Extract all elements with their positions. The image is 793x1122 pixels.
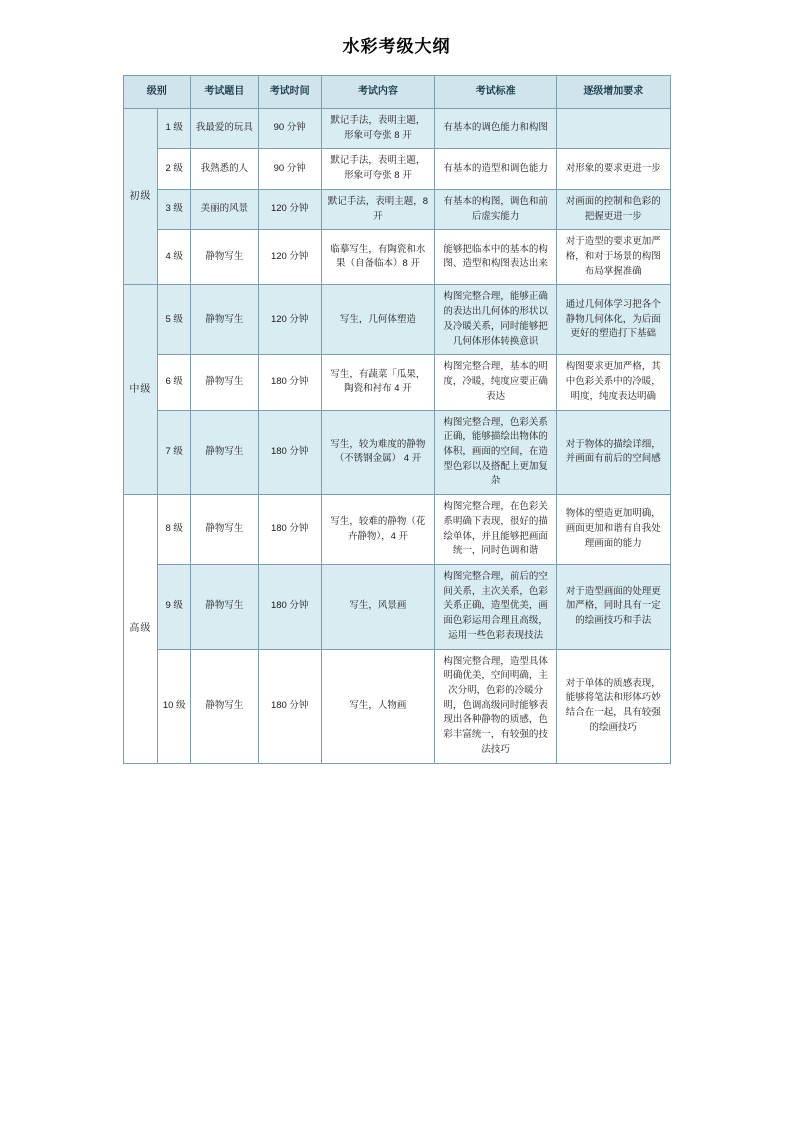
level-cell: 5 级: [158, 285, 191, 355]
subject-cell: 静物写生: [191, 495, 259, 565]
table-row: [123, 149, 670, 189]
extra-cell: [557, 109, 670, 149]
standard-cell: 构图完整合理，在色彩关系明确下表现，很好的描绘单体，并且能够把画面统一，同时色调和谐: [435, 495, 557, 565]
content-cell: 默记手法，表明主题，形象可夸张 8 开: [321, 149, 434, 189]
level-cell: 4 级: [158, 230, 191, 285]
time-cell: 120 分钟: [258, 285, 321, 355]
table-header: [123, 76, 670, 109]
table-row: [123, 355, 670, 410]
grading-outline-table: [123, 75, 671, 764]
table-row: [123, 189, 670, 229]
category-cell-primary: 初级: [123, 109, 158, 285]
standard-cell: 有基本的调色能力和构图: [435, 109, 557, 149]
extra-cell: 构图要求更加严格，其中色彩关系中的冷暖，明度，纯度表达明确: [557, 355, 670, 410]
subject-cell: 静物写生: [191, 649, 259, 763]
outline-table-container: [123, 75, 671, 764]
level-cell: 1 级: [158, 109, 191, 149]
standard-cell: 构图完整合理，前后的空间关系，主次关系，色彩关系正确，造型优美，画面色彩运用合理且高级，运用一些色彩表现技法: [435, 564, 557, 649]
content-cell: 写生，有蔬菜「瓜果，陶瓷和衬布 4 开: [321, 355, 434, 410]
content-cell: 默记手法，表明主题，8 开: [321, 189, 434, 229]
content-cell: 写生，几何体塑造: [321, 285, 434, 355]
time-cell: 180 分钟: [258, 355, 321, 410]
time-cell: 180 分钟: [258, 564, 321, 649]
column-header-level: 级别: [123, 76, 191, 109]
time-cell: 120 分钟: [258, 230, 321, 285]
level-cell: 10 级: [158, 649, 191, 763]
column-header-time: 考试时间: [258, 76, 321, 109]
content-cell: 写生，较为难度的静物（不锈钢金属） 4 开: [321, 410, 434, 495]
level-cell: 9 级: [158, 564, 191, 649]
subject-cell: 我熟悉的人: [191, 149, 259, 189]
extra-cell: 对于单体的质感表现，能够将笔法和形体巧妙结合在一起，具有较强的绘画技巧: [557, 649, 670, 763]
table-row: [123, 109, 670, 149]
extra-cell: 对于物体的描绘详细，并画面有前后的空间感: [557, 410, 670, 495]
subject-cell: 静物写生: [191, 564, 259, 649]
table-body: [123, 109, 670, 764]
table-row: [123, 495, 670, 565]
table-row: [123, 285, 670, 355]
category-cell-intermediate: 中级: [123, 285, 158, 495]
extra-cell: 对画面的控制和色彩的把握更进一步: [557, 189, 670, 229]
time-cell: 120 分钟: [258, 189, 321, 229]
time-cell: 180 分钟: [258, 410, 321, 495]
extra-cell: 通过几何体学习把各个静物几何体化，为后面更好的塑造打下基础: [557, 285, 670, 355]
level-cell: 7 级: [158, 410, 191, 495]
extra-cell: 对于造型的要求更加严格，和对于场景的构图布局掌握准确: [557, 230, 670, 285]
time-cell: 90 分钟: [258, 149, 321, 189]
column-header-content: 考试内容: [321, 76, 434, 109]
extra-cell: 对于造型画面的处理更加严格，同时具有一定的绘画技巧和手法: [557, 564, 670, 649]
extra-cell: 物体的塑造更加明确，画面更加和谐有自我处理画面的能力: [557, 495, 670, 565]
column-header-extra: 逐级增加要求: [557, 76, 670, 109]
subject-cell: 静物写生: [191, 410, 259, 495]
category-cell-advanced: 高级: [123, 495, 158, 764]
subject-cell: 美丽的风景: [191, 189, 259, 229]
subject-cell: 静物写生: [191, 285, 259, 355]
content-cell: 写生，人物画: [321, 649, 434, 763]
subject-cell: 静物写生: [191, 230, 259, 285]
standard-cell: 有基本的造型和调色能力: [435, 149, 557, 189]
standard-cell: 构图完整合理，基本的明度，冷暖，纯度应要正确表达: [435, 355, 557, 410]
table-row: [123, 410, 670, 495]
column-header-subject: 考试题目: [191, 76, 259, 109]
content-cell: 临摹写生，有陶瓷和水果（自备临本）8 开: [321, 230, 434, 285]
content-cell: 默记手法，表明主题，形象可夸张 8 开: [321, 109, 434, 149]
content-cell: 写生，风景画: [321, 564, 434, 649]
level-cell: 3 级: [158, 189, 191, 229]
subject-cell: 我最爱的玩具: [191, 109, 259, 149]
standard-cell: 有基本的构图，调色和前后虚实能力: [435, 189, 557, 229]
time-cell: 180 分钟: [258, 495, 321, 565]
level-cell: 6 级: [158, 355, 191, 410]
content-cell: 写生，较难的静物（花卉静物），4 开: [321, 495, 434, 565]
standard-cell: 构图完整合理，色彩关系正确，能够描绘出物体的体积，画面的空间，在造型色彩以及搭配上更加复杂: [435, 410, 557, 495]
page-title: 水彩考级大纲: [342, 37, 451, 56]
standard-cell: 构图完整合理，造型具体明确优美，空间明确，主次分明，色彩的冷暖分明，色调高级同时能够表现出各种静物的质感，色彩丰富统一，有较强的技法技巧: [435, 649, 557, 763]
table-row: [123, 564, 670, 649]
table-header-row: [123, 76, 670, 109]
level-cell: 8 级: [158, 495, 191, 565]
level-cell: 2 级: [158, 149, 191, 189]
time-cell: 90 分钟: [258, 109, 321, 149]
standard-cell: 构图完整合理，能够正确的表达出几何体的形状以及冷暖关系，同时能够把几何体形体转换意识: [435, 285, 557, 355]
standard-cell: 能够把临本中的基本的构图、造型和构图表达出来: [435, 230, 557, 285]
time-cell: 180 分钟: [258, 649, 321, 763]
extra-cell: 对形象的要求更进一步: [557, 149, 670, 189]
table-row: [123, 649, 670, 763]
column-header-standard: 考试标准: [435, 76, 557, 109]
subject-cell: 静物写生: [191, 355, 259, 410]
table-row: [123, 230, 670, 285]
